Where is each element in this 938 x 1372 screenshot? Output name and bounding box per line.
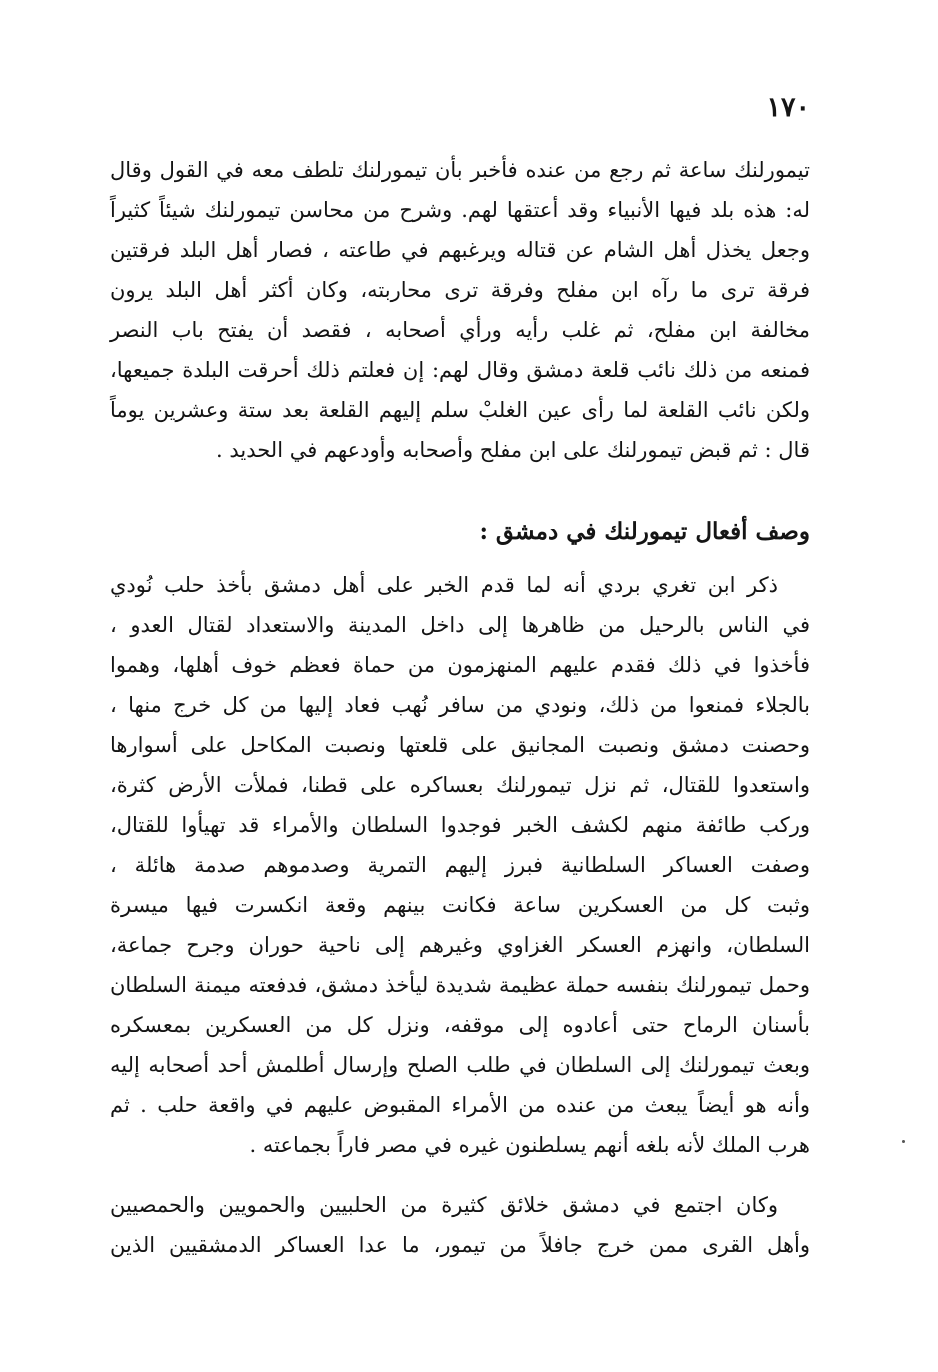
text-line: وحمل تيمورلنك بنفسه حملة عظيمة شديدة ليأخذ دمشق، فدفعته ميمنة السلطان [110, 973, 810, 997]
text-line: ذكر ابن تغري بردي أنه لما قدم الخبر على أهل دمشق بأخذ حلب نُودي [110, 573, 778, 597]
text-line: وجعل يخذل أهل الشام عن قتاله ويرغبهم في طاعته ، فصار أهل البلد فرقتين [110, 238, 810, 262]
text-line: السلطان، وانهزم العسكر الغزاوي وغيرهم إلى ناحية حوران وجرح جماعة، [110, 933, 810, 957]
text-line: في الناس بالرحيل من ظاهرها إلى داخل المدينة والاستعداد لقتال العدو ، [110, 613, 810, 637]
text-line: فأخذوا في ذلك فقدم عليهم المنهزمون من حماة فعظم خوف أهلها، وهموا [110, 653, 810, 677]
text-line: مخالفة ابن مفلح، ثم غلب رأيه ورأي أصحابه ، فقصد أن يفتح باب النصر [110, 318, 810, 342]
text-line: ولكن نائب القلعة لما رأى عين الغلبْ سلم إليهم القلعة بعد ستة وعشرين يوماً [110, 398, 810, 422]
text-line: وحصنت دمشق ونصبت المجانيق على قلعتها ونصبت المكاحل على أسوارها [110, 733, 810, 757]
text-line: وصفت العساكر السلطانية فبرز إليهم التمرية وصدموهم صدمة هائلة ، [110, 853, 810, 877]
text-line: وكان اجتمع في دمشق خلائق كثيرة من الحلبيين والحمويين والحمصيين [110, 1193, 778, 1217]
text-line: فرقة ترى ما رآه ابن مفلح وفرقة ترى محاربته، وكان أكثر أهل البلد يرون [110, 278, 810, 302]
page-number: ١٧٠ [766, 92, 810, 123]
paragraph-2 [110, 565, 810, 1165]
text-line: وثبت كل من العسكرين ساعة فكانت بينهم وقعة انكسرت فيها ميسرة [110, 893, 810, 917]
section-heading: وصف أفعال تيمورلنك في دمشق : [479, 518, 810, 545]
text-line: قال : ثم قبض تيمورلنك على ابن مفلح وأصحابه وأودعهم في الحديد . [216, 438, 810, 462]
text-line: له: هذه بلد فيها الأنبياء وقد أعتقها لهم. وشرح من محاسن تيمورلنك شيئاً كثيراً [110, 198, 810, 222]
paragraph-1 [110, 150, 810, 470]
text-line: وأنه هو أيضاً يبعث من عنده من الأمراء المقبوض عليهم في واقعة حلب . ثم [110, 1093, 810, 1117]
text-line: بأسنان الرماح حتى أعادوه إلى موقفه، ونزل كل من العسكرين بمعسكره [110, 1013, 810, 1037]
text-line: بالجلاء فمنعوا من ذلك، ونودي من سافر نُهب فعاد إليها من كل خرج منها ، [110, 693, 810, 717]
text-line: وركب طائفة منهم لكشف الخبر فوجدوا السلطان والأمراء قد تهيأوا للقتال، [110, 813, 810, 837]
print-speck [902, 1140, 905, 1143]
paragraph-3 [110, 1185, 810, 1265]
text-line: وبعث تيمورلنك إلى السلطان في طلب الصلح وإرسال أطلمش أحد أصحابه إليه [110, 1053, 810, 1077]
text-line: واستعدوا للقتال، ثم نزل تيمورلنك بعساكره على قطنا، فملأت الأرض كثرة، [110, 773, 810, 797]
text-line: فمنعه من ذلك نائب قلعة دمشق وقال لهم: إن فعلتم ذلك أحرقت البلدة جميعها، [110, 358, 810, 382]
text-line: تيمورلنك ساعة ثم رجع من عنده فأخبر بأن تيمورلنك تلطف معه في القول وقال [110, 158, 810, 182]
text-line: هرب الملك لأنه بلغه أنهم يسلطنون غيره في مصر فاراً بجماعته . [249, 1133, 810, 1157]
text-line: وأهل القرى ممن خرج جافلاً من تيمور، ما عدا العساكر الدمشقيين الذين [110, 1233, 810, 1257]
